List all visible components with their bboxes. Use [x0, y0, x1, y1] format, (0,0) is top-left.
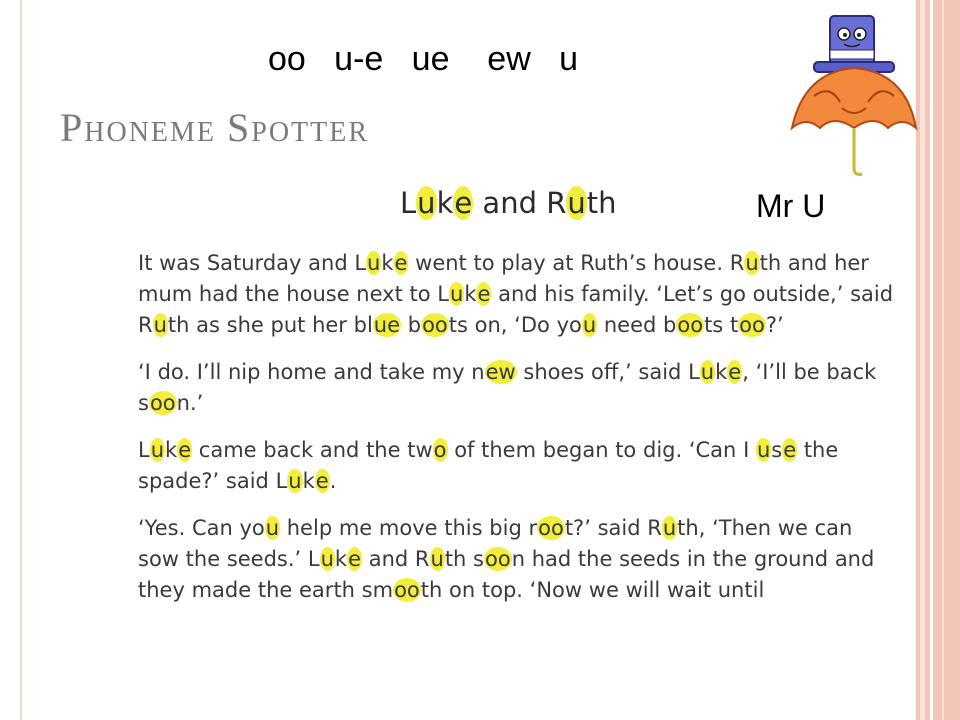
- phoneme: ew: [487, 40, 531, 78]
- umbrella-with-hat-mascot-icon: [784, 10, 924, 182]
- phoneme-highlight: e: [783, 438, 797, 462]
- phoneme-highlight: u: [430, 547, 444, 571]
- phoneme-highlight: u: [367, 251, 381, 275]
- phoneme-highlight: e: [315, 469, 329, 493]
- title-rest: POTTER: [251, 117, 370, 148]
- phoneme-highlight: u: [756, 438, 771, 462]
- phoneme-highlight: u: [320, 547, 334, 571]
- phoneme-highlight: u: [582, 313, 597, 337]
- phoneme-highlight: u: [288, 469, 302, 493]
- phoneme-highlight: e: [728, 360, 742, 384]
- phoneme: oo: [268, 40, 306, 78]
- mascot-name: Mr U: [756, 188, 826, 224]
- phoneme-highlight: e: [178, 438, 192, 462]
- phoneme-highlight: oo: [394, 578, 420, 602]
- title-initial: S: [227, 105, 252, 150]
- phoneme-highlight: e: [394, 251, 408, 275]
- phoneme-highlight: u: [417, 186, 436, 220]
- title-rest: HONEME: [84, 117, 217, 148]
- phoneme-highlight: u: [700, 360, 715, 384]
- border-stripe: [942, 0, 944, 720]
- phoneme-highlight: oo: [538, 516, 564, 540]
- phoneme: ue: [411, 40, 450, 78]
- phoneme-highlight: ue: [373, 313, 401, 337]
- phoneme-highlight: e: [454, 186, 473, 220]
- phoneme-highlight: oo: [677, 313, 704, 337]
- page-title: [60, 104, 369, 151]
- phoneme-list: [268, 40, 578, 79]
- phoneme-highlight: u: [567, 186, 586, 220]
- phoneme-highlight: o: [433, 438, 447, 462]
- phoneme-highlight: u: [150, 438, 165, 462]
- phoneme-highlight: u: [745, 251, 759, 275]
- phoneme: u-e: [334, 40, 384, 78]
- story-title: Luke and Ruth: [400, 186, 617, 220]
- border-stripe: [930, 0, 933, 720]
- phoneme-highlight: oo: [422, 313, 448, 337]
- phoneme-highlight: u: [265, 516, 280, 540]
- story-paragraph: ‘I do. I’ll nip home and take my new shoes off,’ said Luke, ‘I’ll be back soon.’: [138, 360, 877, 415]
- story-paragraph: Luke came back and the two of them began to dig. ‘Can I use the spade?’ said Luke.: [138, 438, 839, 493]
- phoneme-highlight: u: [450, 282, 464, 306]
- left-border-rule: [20, 0, 22, 720]
- story-paragraph: ‘Yes. Can you help me move this big root?’ said Ruth, ‘Then we can sow the seeds.’ Luke and Ruth soon had the seeds in the ground and they made the earth smooth on top. ‘Now we will wait until: [138, 516, 875, 602]
- phoneme-highlight: oo: [149, 391, 176, 415]
- story-paragraph: It was Saturday and Luke went to play at Ruth’s house. Ruth and her mum had the house next to Luke and his family. ‘Let’s go outside,’ said Ruth as she put her blue boots on, ‘Do you need boots too?’: [138, 251, 894, 337]
- title-initial: P: [60, 105, 85, 150]
- phoneme-highlight: e: [477, 282, 491, 306]
- phoneme: u: [559, 40, 579, 78]
- phoneme-highlight: u: [662, 516, 677, 540]
- phoneme-highlight: e: [348, 547, 362, 571]
- story-text: [138, 248, 898, 638]
- phoneme-highlight: oo: [485, 547, 511, 571]
- phoneme-highlight: ew: [485, 360, 516, 384]
- phoneme-highlight: u: [153, 313, 167, 337]
- phoneme-highlight: oo: [739, 313, 765, 337]
